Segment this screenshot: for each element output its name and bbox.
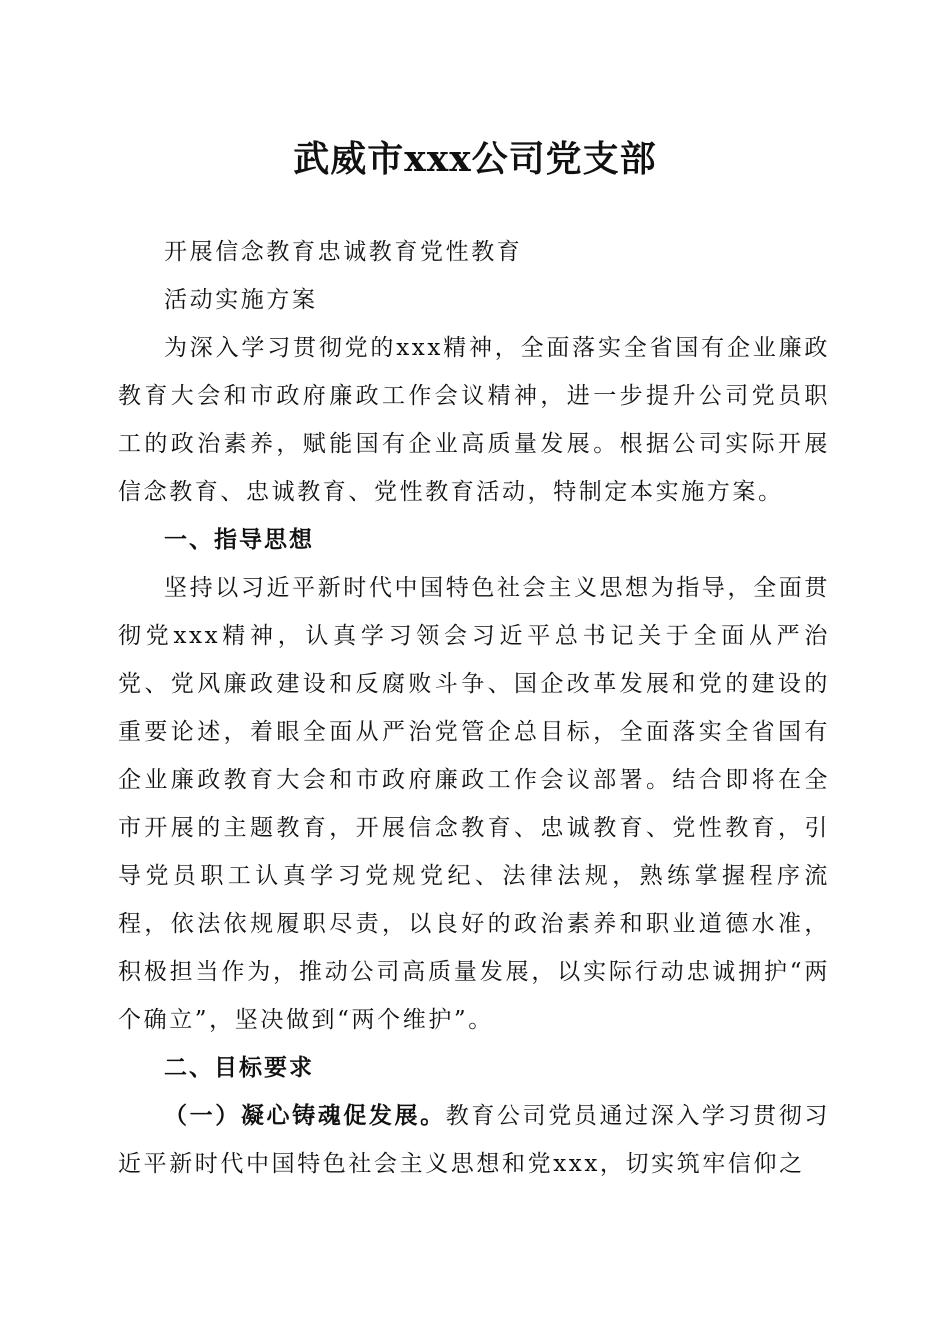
subtitle-line-2: 活动实施方案 xyxy=(164,287,318,313)
section-2-item-1 xyxy=(118,1092,830,1188)
document-body xyxy=(118,228,830,1188)
section-1-body: 坚持以习近平新时代中国特色社会主义思想为指导，全面贯彻党xxx精神，认真学习领会习近平总书记关于全面从严治党、党风廉政建设和反腐败斗争、国企改革发展和党的建设的重要论述，着眼全面从严治党管企总目标，全面落实全省国有企业廉政教育大会和市政府廉政工作会议部署。结合即将在全市开展的主题教育，开展信念教育、忠诚教育、党性教育，引导党员职工认真学习党规党纪、法律法规，熟练掌握程序流程，依法依规履职尽责，以良好的政治素养和职业道德水准，积极担当作为，推动公司高质量发展，以实际行动忠诚拥护“两个确立”，坚决做到“两个维护”。 xyxy=(118,575,830,1033)
subtitle-line-1: 开展信念教育忠诚教育党性教育 xyxy=(164,239,523,265)
section-2-item-1-body: 教育公司党员通过深入学习贯彻习近平新时代中国特色社会主义思想和党xxx，切实筑牢信仰之 xyxy=(118,1103,830,1177)
section-1-heading: 一、指导思想 xyxy=(164,527,314,553)
intro-paragraph: 为深入学习贯彻党的xxx精神，全面落实全省国有企业廉政教育大会和市政府廉政工作会议精神，进一步提升公司党员职工的政治素养，赋能国有企业高质量发展。根据公司实际开展信念教育、忠诚教育、党性教育活动，特制定本实施方案。 xyxy=(118,335,830,505)
document-title: 武威市xxx公司党支部 xyxy=(293,138,657,180)
section-2-heading: 二、目标要求 xyxy=(164,1055,314,1081)
section-2-item-1-label: （一）凝心铸魂促发展。 xyxy=(164,1102,446,1129)
